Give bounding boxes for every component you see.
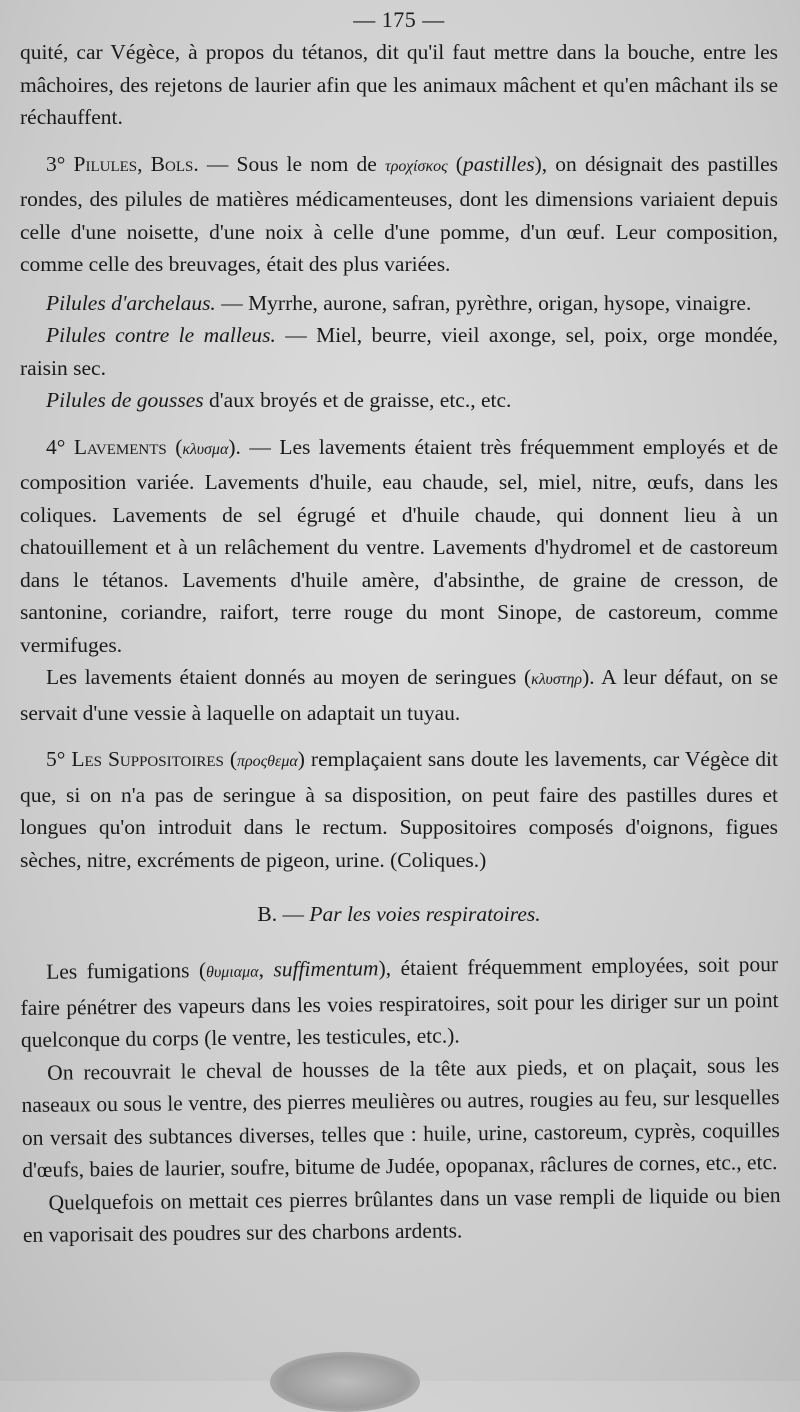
greek-term: κλυσμα	[182, 440, 229, 458]
section-label: B. —	[257, 902, 310, 926]
section-number: 5°	[46, 747, 66, 771]
greek-term: θυμιαμα	[205, 963, 259, 982]
paragraph-seringues	[20, 661, 778, 729]
greek-term: τροχίσκος	[384, 157, 448, 175]
paragraph-housses: On recouvrait le cheval de housses de la tête aux pieds, et on plaçait, sous les naseaux ou sous le ventre, des pierres meulières ou autres, rougies au feu, sur lesquelles on versait des subtances diverses, telles que : huile, urine, castoreum, cyprès, coquilles d'œufs, baies de laurier, soufre, bitume de Judée, opopanax, râclures de cornes, etc., etc.	[21, 1052, 780, 1182]
section-title-b	[20, 898, 778, 930]
text-run: ) remplaçaient sans doute les lavements, car Végèce dit que, si on n'a pas de seringue à sa disposition, on peut faire des pastilles dures et longues qu'on introduit dans le rectum. Suppositoires composés d'oignons, figues sèches, nitre, excréments de pigeon, urine. (Coliques.)	[20, 747, 778, 872]
section-title: Par les voies respiratoires.	[309, 902, 541, 926]
recipe-item	[20, 384, 778, 417]
recipe-item	[20, 319, 778, 384]
italic-term: pastilles	[462, 151, 535, 176]
text-run: ,	[258, 957, 274, 982]
greek-term: προςθεμα	[236, 753, 298, 770]
paragraph-pilules	[20, 148, 778, 281]
body-text	[20, 36, 781, 1252]
recipe-name: Pilules d'archelaus.	[46, 290, 216, 315]
text-run: Les fumigations (	[46, 958, 207, 984]
recipe-name: Pilules de gousses	[46, 388, 204, 412]
section-heading-pilules: Pilules, Bols.	[73, 151, 199, 176]
text-run: ), on désignait des pastilles rondes, des pilules de matières médicamenteuses, dont les dimensions variaient depuis celle d'une noisette, d'une noix à celle d'une pomme, d'un œuf. Leur composition, comme celle des breuvages, était des plus variées.	[20, 151, 778, 276]
fumigations-block	[20, 948, 781, 1251]
paragraph-suppositoires: 5° Les Suppositoires (προςθεμα) remplaçaient sans doute les lavements, car Végèce dit que, si on n'a pas de seringue à sa disposition, on peut faire des pastilles dures et longues qu'on introduit dans le rectum. Suppositoires composés d'oignons, figues sèches, nitre, excréments de pigeon, urine. (Coliques.)	[20, 747, 778, 872]
page-number: — 175 —	[353, 7, 445, 32]
text-run: ). A leur défaut, on se servait d'une vessie à laquelle on adaptait un tuyau.	[20, 665, 778, 725]
recipe-item	[20, 287, 778, 320]
italic-term: suffimentum	[273, 956, 379, 982]
recipe-name: Pilules contre le malleus.	[46, 323, 276, 347]
text-run: — Sous le nom de	[198, 151, 385, 176]
text-run: ). — Les lavements étaient très fréquemment employés et de composition variée. Lavements d'huile, eau chaude, sel, miel, nitre, œufs, dans les coliques. Lavements de sel égrugé et d'huile chaude, qui donnent lieu à un chatouillement et à un relâchement du ventre. Lavements d'hydromel et de castoreum dans le tétanos. Lavements d'huile amère, d'absinthe, de graine de cresson, de santonine, coriandre, raifort, terre rouge du mont Sinope, de castoreum, comme vermifuges.	[20, 434, 779, 657]
paragraph-lavements: 4° Lavements (κλυσμα). — Les lavements étaient très fréquemment employés et de composition variée. Lavements d'huile, eau chaude, sel, miel, nitre, œufs, dans les coliques. Lavements de sel égrugé et d'huile chaude, qui donnent lieu à un chatouillement et à un relâchement du ventre. Lavements d'hydromel et de castoreum dans le tétanos. Lavements d'huile amère, d'absinthe, de graine de cresson, de santonine, coriandre, raifort, terre rouge du mont Sinope, de castoreum, comme vermifuges.	[20, 434, 779, 657]
recipe-text: — Miel, beurre, vieil axonge, sel, poix, orge mondée, raisin sec.	[20, 323, 778, 380]
page-smudge	[270, 1352, 420, 1412]
text-run: ), étaient fréquemment employées, soit pour faire pénétrer des vapeurs dans les voies respiratoires, soit pour les diriger sur un point quelconque du corps (le ventre, les testicules, etc.).	[20, 952, 779, 1052]
section-number: 3°	[46, 151, 66, 176]
section-heading-suppositoires: Les Suppositoires	[71, 747, 224, 771]
section-number: 4°	[46, 434, 66, 459]
paragraph-continued: quité, car Végèce, à propos du tétanos, dit qu'il faut mettre dans la bouche, entre les mâchoires, des rejetons de laurier afin que les animaux mâchent et qu'en mâchant ils se réchauffent.	[20, 40, 778, 129]
text-run: (	[447, 151, 463, 176]
section-heading-lavements: Lavements	[73, 434, 167, 459]
greek-term: κλυστηρ	[531, 671, 583, 688]
recipe-text: d'aux broyés et de graisse, etc., etc.	[203, 388, 512, 412]
text-run: Les lavements étaient donnés au moyen de seringues (	[46, 665, 532, 689]
paragraph-fumigations	[20, 948, 779, 1056]
recipe-text: — Myrrhe, aurone, safran, pyrèthre, origan, hysope, vinaigre.	[215, 290, 752, 315]
paragraph-pierres: Quelquefois on mettait ces pierres brûlantes dans un vase rempli de liquide ou bien en vaporisait des poudres sur des charbons ardents.	[22, 1182, 781, 1247]
